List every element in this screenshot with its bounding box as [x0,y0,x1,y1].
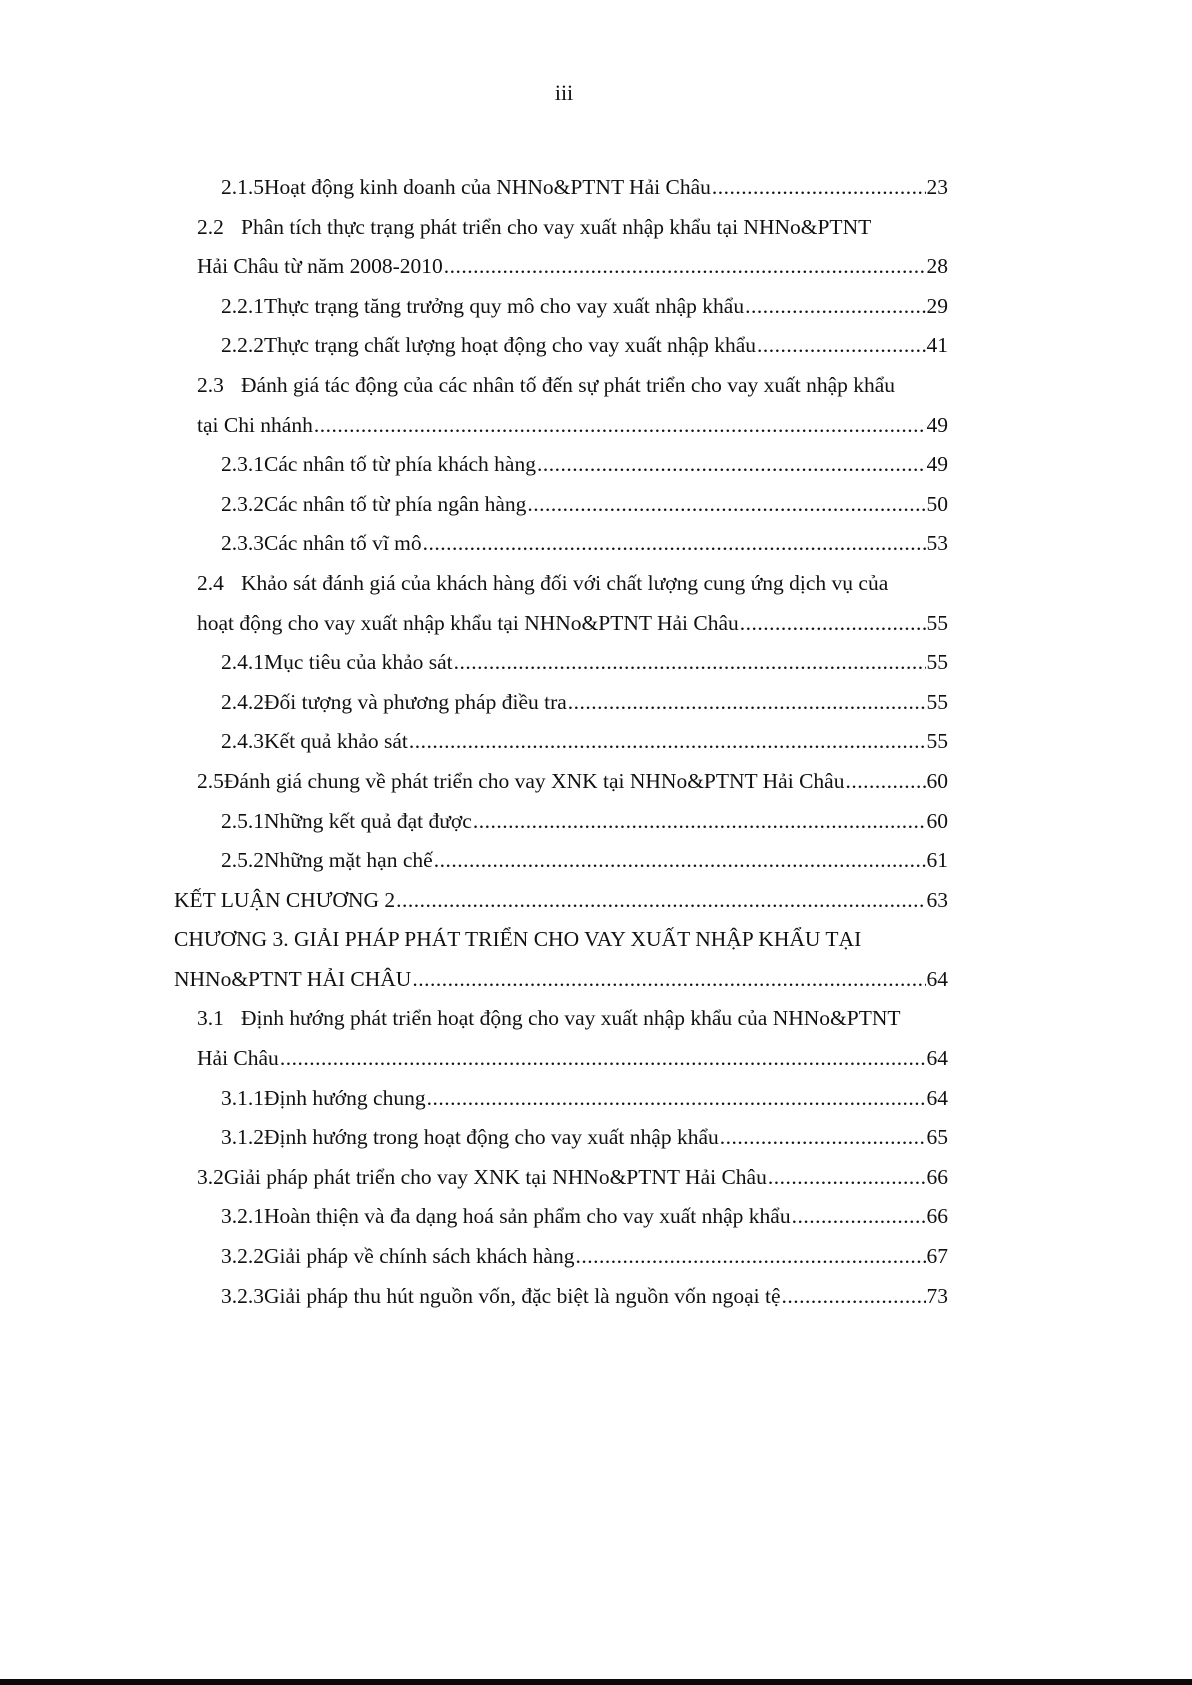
toc-page: 41 [926,333,948,358]
toc-page: 63 [926,887,948,912]
page-number: iii [554,80,574,105]
toc-entry-2-2-continued [0,247,1192,287]
toc-label: Phân tích thực trạng phát triển cho vay xuất nhập khẩu tại NHNo&PTNT [241,214,872,239]
toc-entry-2-3-3 [0,524,1192,564]
toc-entry-2-5 [0,762,1192,802]
toc-label: tại Chi nhánh [197,412,313,437]
toc-number: 2.4.1 [221,650,264,675]
dot-leader [314,406,926,446]
toc-page: 29 [926,293,948,318]
toc-page: 64 [926,1046,948,1071]
toc-number: 2.4.3 [221,729,264,754]
toc-label: Mục tiêu của khảo sát [264,650,453,675]
dot-leader [537,445,926,485]
dot-leader [427,1079,926,1119]
toc-number: 2.5.2 [221,848,264,873]
toc-number: 2.3.2 [221,491,264,516]
toc-entry-3-2 [0,1158,1192,1198]
toc-label: Định hướng trong hoạt động cho vay xuất nhập khẩu [264,1125,719,1150]
toc-label: Đối tượng và phương pháp điều tra [264,689,567,714]
toc-entry-2-4-2 [0,683,1192,723]
toc-entry-3-1-2 [0,1118,1192,1158]
toc-page: 64 [926,1085,948,1110]
toc-page: 23 [926,175,948,199]
toc-page: 55 [926,689,948,714]
dot-leader [280,1039,926,1079]
toc-page: 53 [926,531,948,556]
dot-leader [473,802,926,842]
toc-number: 2.5 [197,768,224,793]
toc-label: NHNo&PTNT HẢI CHÂU [174,966,412,991]
dot-leader [745,287,925,327]
toc-label: Những mặt hạn chế [264,848,433,873]
toc-page: 55 [926,610,948,635]
toc-number: 2.1.5 [221,175,264,199]
toc-label: KẾT LUẬN CHƯƠNG 2 [174,887,396,912]
dot-leader [757,326,925,366]
toc-number: 2.2.1 [221,293,264,318]
toc-page: 49 [926,412,948,437]
dot-leader [712,168,926,208]
dot-leader [412,960,925,1000]
toc-number: 2.2.2 [221,333,264,358]
toc-number: 2.2 [197,214,224,239]
toc-page: 73 [926,1283,948,1308]
toc-page: 67 [926,1244,948,1269]
toc-entry-2-1-5 [0,168,1192,208]
toc-page: 66 [926,1164,948,1189]
toc-page: 61 [926,848,948,873]
dot-leader [434,841,926,881]
toc-label: CHƯƠNG 3. GIẢI PHÁP PHÁT TRIỂN CHO VAY XUẤT NHẬP KHẨU TẠI [174,927,862,952]
dot-leader [782,1277,926,1317]
toc-entry-2-3-1 [0,445,1192,485]
toc-page: 55 [926,729,948,754]
toc-entry-chapter-2-conclusion [0,881,1192,921]
toc-number: 3.2.2 [221,1244,264,1269]
toc-label: Thực trạng chất lượng hoạt động cho vay xuất nhập khẩu [264,333,757,358]
toc-label: Giải pháp thu hút nguồn vốn, đặc biệt là nguồn vốn ngoại tệ [264,1283,781,1308]
toc-number: 3.1 [197,1006,224,1031]
toc-entry-2-4 [0,564,1192,604]
toc-entry-2-5-2 [0,841,1192,881]
toc-entry-2-2-1 [0,287,1192,327]
toc-page: 60 [926,808,948,833]
toc-page: 65 [926,1125,948,1150]
toc-number: 3.1.2 [221,1125,264,1150]
dot-leader [444,247,926,287]
toc-page: 49 [926,452,948,477]
toc-number: 3.1.1 [221,1085,264,1110]
toc-number: 3.2.1 [221,1204,264,1229]
toc-label: hoạt động cho vay xuất nhập khẩu tại NHNo&PTNT Hải Châu [197,610,739,635]
toc-entry-3-2-3 [0,1277,1192,1317]
toc-label: Các nhân tố vĩ mô [264,531,422,556]
toc-number: 2.3.1 [221,452,264,477]
toc-label: Các nhân tố từ phía ngân hàng [264,491,527,516]
dot-leader [396,881,925,921]
toc-entry-2-3-2 [0,485,1192,525]
toc-entry-2-5-1 [0,802,1192,842]
toc-entry-3-1-1 [0,1079,1192,1119]
dot-leader [720,1118,926,1158]
toc-entry-2-3 [0,366,1192,406]
toc-number: 2.4.2 [221,689,264,714]
toc-label: Định hướng phát triển hoạt động cho vay xuất nhập khẩu của NHNo&PTNT [241,1006,901,1031]
dot-leader [845,762,925,802]
toc-entry-chapter-3 [0,920,1192,960]
toc-label: Đánh giá tác động của các nhân tố đến sự phát triển cho vay xuất nhập khẩu [241,372,896,397]
toc-entry-2-4-3 [0,722,1192,762]
toc-number: 2.3.3 [221,531,264,556]
dot-leader [792,1197,926,1237]
toc-label: Kết quả khảo sát [264,729,408,754]
toc-entry-3-2-2 [0,1237,1192,1277]
toc-page: 55 [926,650,948,675]
table-of-contents [0,168,1192,1316]
toc-page: 28 [926,254,948,279]
toc-page: 64 [926,966,948,991]
toc-entry-chapter-3-continued [0,960,1192,1000]
toc-entry-3-2-1 [0,1197,1192,1237]
dot-leader [409,722,926,762]
toc-page: 50 [926,491,948,516]
toc-label: Giải pháp phát triển cho vay XNK tại NHNo&PTNT Hải Châu [223,1164,767,1189]
toc-number: 2.5.1 [221,808,264,833]
toc-entry-2-2 [0,208,1192,248]
page-bottom-edge [0,1679,1192,1685]
toc-label: Hải Châu [197,1046,279,1071]
toc-label: Hoàn thiện và đa dạng hoá sản phẩm cho vay xuất nhập khẩu [264,1204,791,1229]
toc-entry-3-1 [0,999,1192,1039]
toc-entry-2-2-2 [0,326,1192,366]
toc-page: 66 [926,1204,948,1229]
dot-leader [768,1158,926,1198]
toc-page: 60 [926,768,948,793]
dot-leader [454,643,926,683]
toc-entry-3-1-continued [0,1039,1192,1079]
toc-number: 3.2.3 [221,1283,264,1308]
toc-label: Các nhân tố từ phía khách hàng [264,452,536,477]
toc-label: Khảo sát đánh giá của khách hàng đối với chất lượng cung ứng dịch vụ của [241,570,889,595]
dot-leader [740,604,926,644]
toc-number: 2.4 [197,570,224,595]
toc-label: Đánh giá chung về phát triển cho vay XNK tại NHNo&PTNT Hải Châu [223,768,845,793]
toc-entry-2-4-continued [0,604,1192,644]
toc-label: Thực trạng tăng trưởng quy mô cho vay xuất nhập khẩu [264,293,745,318]
toc-label: Định hướng chung [264,1085,426,1110]
dot-leader [423,524,926,564]
toc-number: 2.3 [197,372,224,397]
toc-label: Giải pháp về chính sách khách hàng [264,1244,575,1269]
toc-number: 3.2 [197,1164,224,1189]
dot-leader [527,485,925,525]
toc-label: Những kết quả đạt được [264,808,472,833]
toc-entry-2-4-1 [0,643,1192,683]
toc-label: Hoạt động kinh doanh của NHNo&PTNT Hải Châu [264,175,711,199]
toc-entry-2-3-continued [0,406,1192,446]
dot-leader [568,683,926,723]
toc-label: Hải Châu từ năm 2008-2010 [197,254,443,279]
dot-leader [575,1237,925,1277]
